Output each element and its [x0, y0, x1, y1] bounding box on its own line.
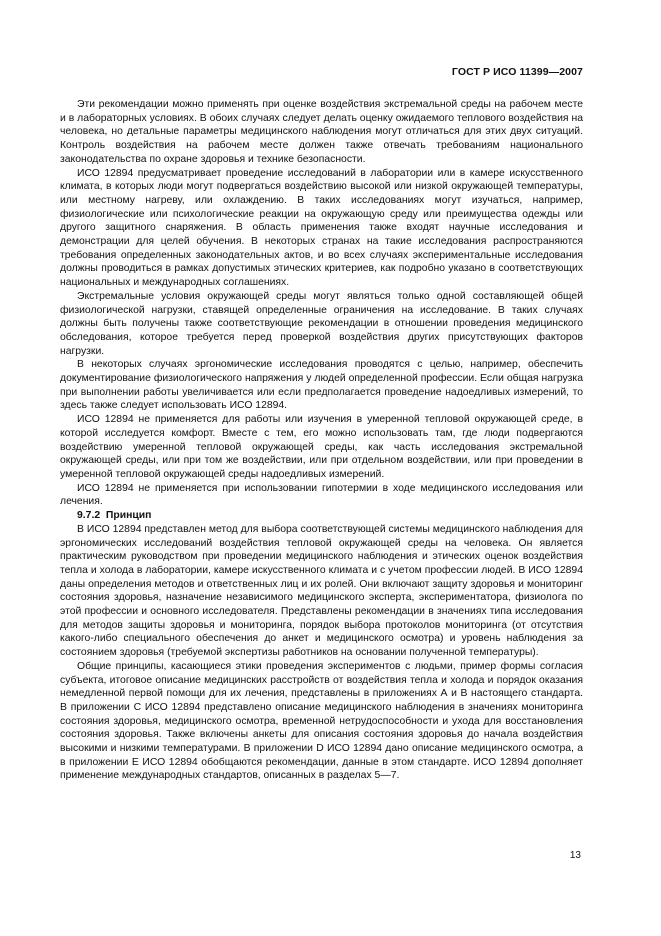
paragraph: ИСО 12894 не применяется при использовании гипотермии в ходе медицинского исследования или лечения.: [60, 482, 583, 508]
paragraph: Общие принципы, касающиеся этики проведения экспериментов с людьми, пример формы согласия субъекта, итоговое описание медицинских расстройств от воздействия тепла и холода и порядок оказания немедленной первой помощи для их лечения, представлены в приложениях А и В настоящего стандарта. В приложении С ИСО 12894 представлено описание медицинского наблюдения в значениях мониторинга состояния здоровья, медицинского осмотра, временной нетрудоспособности и ухода для восстановления состояния здоровья. Также включены анкеты для описания состояния здоровья до начала воздействия высокими и низкими температурами. В приложении D ИСО 12894 дано описание медицинского осмотра, а в приложении Е ИСО 12894 обобщаются рекомендации, данные в этом стандарте. ИСО 12894 дополняет применение международных стандартов, описанных в разделах 5—7.: [60, 660, 583, 782]
paragraph: ИСО 12894 предусматривает проведение исследований в лаборатории или в камере искусственного климата, в которых люди могут подвергаться воздействию высокой или низкой окружающей температуры, или местному нагреву, или охлаждению. В таких исследованиях могут изучаться, например, физиологические или психологические реакции на окружающую среду или преимущества одежды или другого защитного снаряжения. В область применения также входят научные исследования и демонстрации для целей обучения. В некоторых странах на такие исследования распространяются требования определенных законодательных актов, и во всех случаях экспериментальные исследования должны проводиться в рамках допустимых этических критериев, как подробно указано в соответствующих национальных и международных соглашениях.: [60, 167, 583, 289]
section-title: Принцип: [105, 510, 152, 522]
section-number: 9.7.2: [77, 510, 101, 522]
paragraph: ИСО 12894 не применяется для работы или изучения в умеренной тепловой окружающей среде, в которой исследуется комфорт. Вместе с тем, его можно использовать там, где люди подвергаются воздействию умеренной тепловой окружающей среды, как часть исследования экстремальной окружающей среды, или при том же воздействии, или при отдельном воздействии, или при проведении в умеренной тепловой окружающей среды надоедливых измерений.: [60, 414, 583, 480]
paragraph: Экстремальные условия окружающей среды могут являться только одной составляющей общей физиологической нагрузки, ставящей определенные ограничения на исследование. В таких случаях должны быть получены также соответствующие рекомендации в отношении проведения медицинского обследования, которое требуется перед проверкой воздействия других присутствующих факторов нагрузки.: [60, 290, 583, 357]
body-text: [60, 98, 583, 783]
document-code-header: ГОСТ Р ИСО 11399—2007: [451, 66, 583, 78]
paragraph: В ИСО 12894 представлен метод для выбора соответствующей системы медицинского наблюдения для эргономических исследований воздействия тепловой окружающей среды на человека. Он является практическим руководством при проведении медицинского наблюдения и этических оценок воздействия тепла и холода в лаборатории, камере искусственного климата и с учетом профессии людей. В ИСО 12894 даны определения методов и ответственных лиц и их ролей. Они включают защиту здоровья и мониторинг состояния здоровья, назначение независимого медицинского эксперта, экспериментатора, физиолога по этой профессии и основного исследователя. Представлены рекомендации в значениях типа исследования для методов защиты здоровья и мониторинга, порядок выбора протоколов мониторинга (от отсутствия какого-либо специального обеспечения до анкет и медицинского осмотра) и уровень наблюдения за состоянием здоровья (требуемой экспертизы работников на основании полученной температуры).: [60, 523, 583, 659]
paragraph: В некоторых случаях эргономические исследования проводятся с целью, например, обеспечить документирование физиологического напряжения у людей определенной профессии. Если общая нагрузка при выполнении работы увеличивается или если предполагается проведение надоедливых измерений, то здесь также следует использовать ИСО 12894.: [60, 359, 583, 412]
section-heading: [60, 509, 583, 523]
paragraph: Эти рекомендации можно применять при оценке воздействия экстремальной среды на рабочем месте и в лабораторных условиях. В обоих случаях следует делать оценку ожидаемого теплового воздействия на человека, но детальные параметры медицинского наблюдения могут отличаться для этих двух ситуаций. Контроль воздействия на рабочем месте должен также отвечать требованиям национального законодательства по охране здоровья и технике безопасности.: [60, 99, 583, 165]
page-number: 13: [569, 850, 581, 861]
